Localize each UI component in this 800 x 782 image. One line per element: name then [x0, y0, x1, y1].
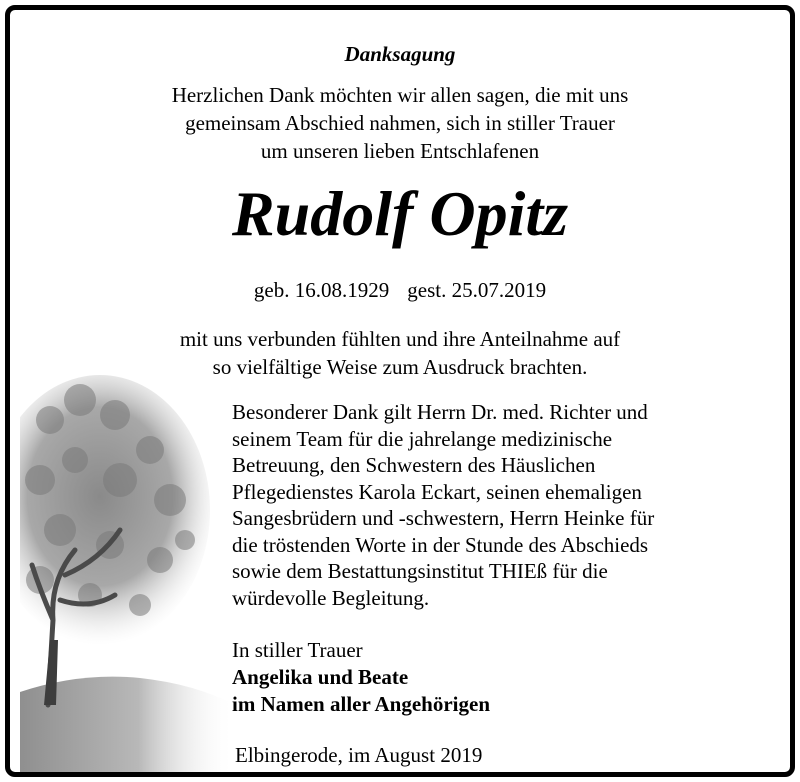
thanks-line: Pflegedienstes Karola Eckart, seinen ehemaligen — [232, 479, 642, 504]
thanks-line: Betreuung, den Schwestern des Häuslichen — [232, 453, 596, 477]
intro-line: gemeinsam Abschied nahmen, sich in stiller Trauer — [185, 111, 615, 135]
mourners-names: Angelika und Beate — [232, 665, 409, 689]
heading: Danksagung — [344, 42, 456, 66]
thanks-line: Besonderer Dank gilt Herrn Dr. med. Richter und — [232, 400, 648, 424]
intro-line: Herzlichen Dank möchten wir allen sagen, die mit uns — [171, 83, 629, 107]
mourners-suffix: im Namen aller Angehörigen — [232, 692, 491, 716]
birth-date: geb. 16.08.1929 — [253, 278, 390, 302]
place-date: Elbingerode, im August 2019 — [235, 743, 483, 767]
thanks-line: seinem Team für die jahrelange medizinische — [232, 426, 613, 451]
connected-line: mit uns verbunden fühlten und ihre Anteilnahme auf — [179, 327, 621, 351]
notice-frame — [5, 5, 795, 777]
death-date: gest. 25.07.2019 — [407, 278, 547, 302]
intro-text — [10, 81, 790, 165]
connected-line: so vielfältige Weise zum Ausdruck brachten. — [212, 355, 588, 379]
special-thanks — [232, 399, 654, 611]
thanks-line: Sangesbrüdern und -schwestern, Herrn Heinke für — [232, 506, 655, 530]
tree-illustration-icon — [20, 360, 235, 777]
mourning-intro: In stiller Trauer — [232, 638, 363, 662]
thanks-line: würdevolle Begleitung. — [232, 585, 430, 610]
thanks-line: die tröstenden Worte in der Stunde des Abschieds — [232, 532, 649, 557]
mourning-signature — [232, 637, 490, 718]
life-dates — [10, 278, 790, 303]
thanks-line: sowie dem Bestattungsinstitut THIEß für die — [232, 559, 608, 583]
intro-line: um unseren lieben Entschlafenen — [260, 139, 540, 163]
deceased-name: Rudolf Opitz — [231, 178, 569, 249]
